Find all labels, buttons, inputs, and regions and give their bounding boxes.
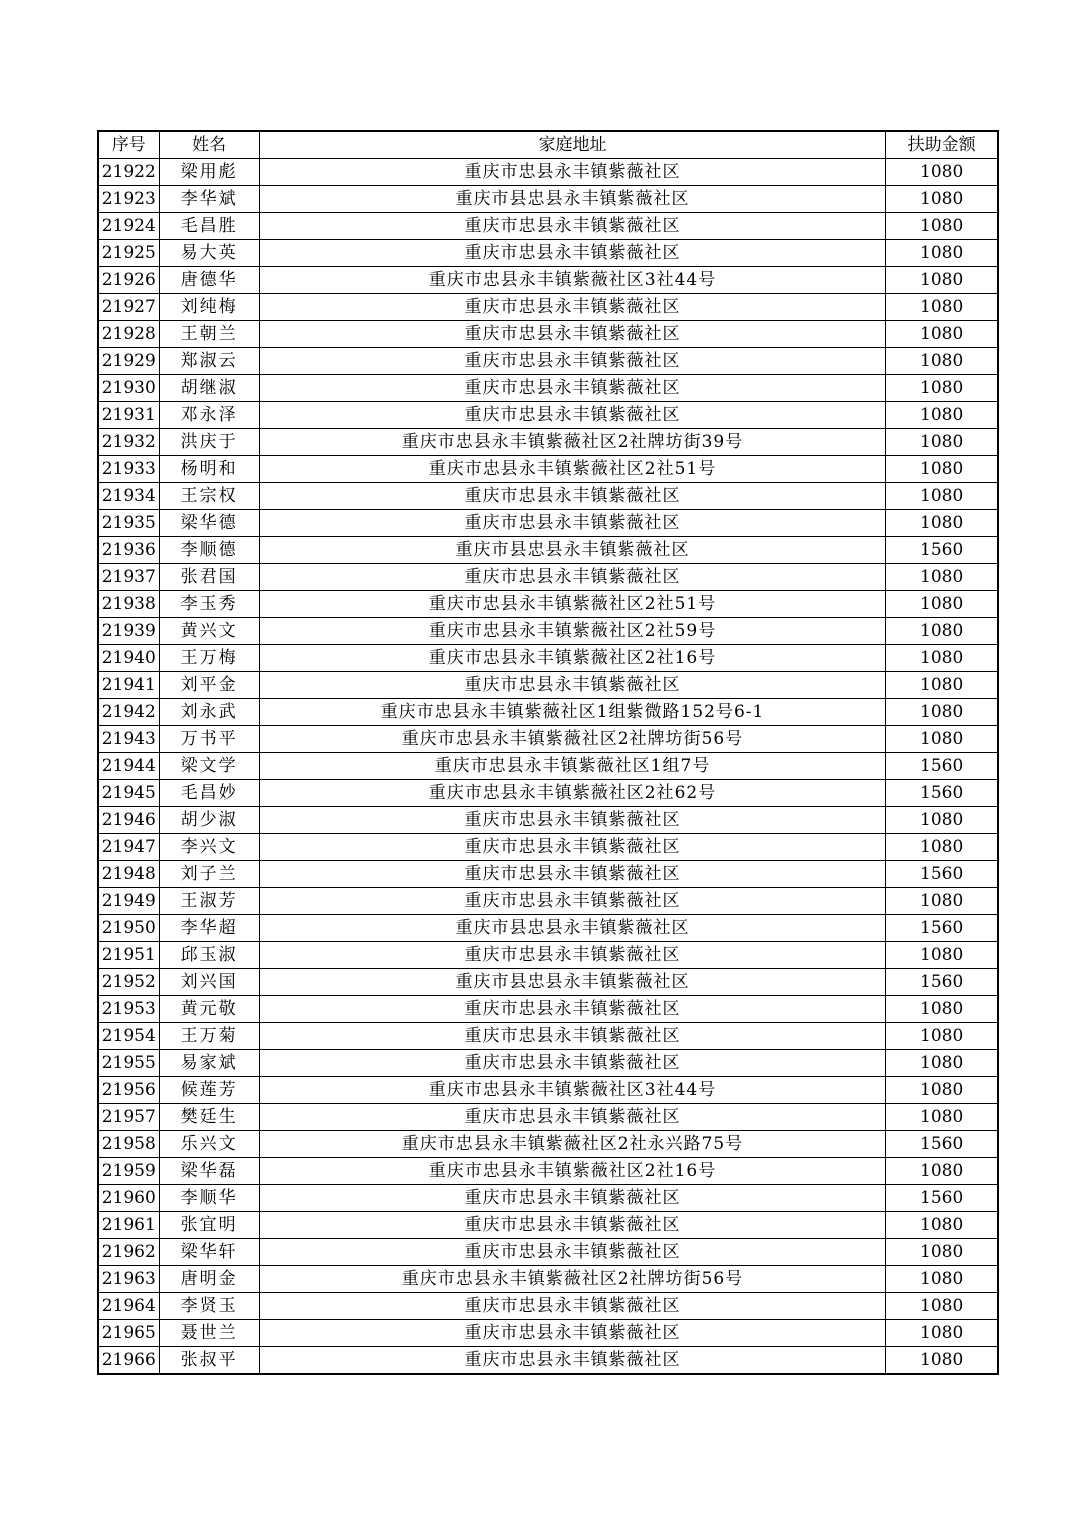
- cell-serial-number: 21932: [98, 429, 159, 456]
- cell-serial-number: 21934: [98, 483, 159, 510]
- cell-assistance-amount: 1080: [886, 1023, 998, 1050]
- cell-home-address: 重庆市忠县永丰镇紫薇社区: [259, 1347, 886, 1375]
- cell-serial-number: 21949: [98, 888, 159, 915]
- table-row: [98, 780, 998, 807]
- cell-serial-number: 21956: [98, 1077, 159, 1104]
- cell-home-address: 重庆市忠县永丰镇紫薇社区: [259, 1050, 886, 1077]
- cell-serial-number: 21936: [98, 537, 159, 564]
- cell-home-address: 重庆市忠县永丰镇紫薇社区2社62号: [259, 780, 886, 807]
- cell-assistance-amount: 1560: [886, 969, 998, 996]
- cell-home-address: 重庆市忠县永丰镇紫薇社区: [259, 402, 886, 429]
- cell-assistance-amount: 1080: [886, 1266, 998, 1293]
- cell-assistance-amount: 1080: [886, 186, 998, 213]
- cell-home-address: 重庆市县忠县永丰镇紫薇社区: [259, 915, 886, 942]
- table-row: [98, 1050, 998, 1077]
- cell-serial-number: 21953: [98, 996, 159, 1023]
- cell-assistance-amount: 1560: [886, 861, 998, 888]
- cell-home-address: 重庆市忠县永丰镇紫薇社区: [259, 834, 886, 861]
- cell-assistance-amount: 1080: [886, 1158, 998, 1185]
- cell-home-address: 重庆市忠县永丰镇紫薇社区: [259, 240, 886, 267]
- cell-home-address: 重庆市忠县永丰镇紫薇社区: [259, 1185, 886, 1212]
- cell-assistance-amount: 1080: [886, 321, 998, 348]
- cell-name: 梁华德: [159, 510, 259, 537]
- cell-name: 李华斌: [159, 186, 259, 213]
- table-row: [98, 645, 998, 672]
- header-serial-number: 序号: [98, 131, 159, 159]
- table-row: [98, 834, 998, 861]
- assistance-table: [97, 130, 999, 1375]
- cell-home-address: 重庆市忠县永丰镇紫薇社区: [259, 294, 886, 321]
- cell-home-address: 重庆市忠县永丰镇紫薇社区3社44号: [259, 1077, 886, 1104]
- cell-serial-number: 21930: [98, 375, 159, 402]
- cell-name: 樊廷生: [159, 1104, 259, 1131]
- cell-serial-number: 21952: [98, 969, 159, 996]
- cell-assistance-amount: 1080: [886, 294, 998, 321]
- cell-serial-number: 21945: [98, 780, 159, 807]
- cell-name: 刘永武: [159, 699, 259, 726]
- cell-name: 邱玉淑: [159, 942, 259, 969]
- cell-assistance-amount: 1080: [886, 240, 998, 267]
- cell-home-address: 重庆市忠县永丰镇紫薇社区2社51号: [259, 456, 886, 483]
- cell-serial-number: 21926: [98, 267, 159, 294]
- cell-name: 候莲芳: [159, 1077, 259, 1104]
- cell-serial-number: 21957: [98, 1104, 159, 1131]
- table-row: [98, 294, 998, 321]
- cell-serial-number: 21948: [98, 861, 159, 888]
- cell-home-address: 重庆市忠县永丰镇紫薇社区2社牌坊街56号: [259, 726, 886, 753]
- cell-home-address: 重庆市忠县永丰镇紫薇社区: [259, 1320, 886, 1347]
- cell-serial-number: 21965: [98, 1320, 159, 1347]
- cell-assistance-amount: 1080: [886, 213, 998, 240]
- cell-serial-number: 21928: [98, 321, 159, 348]
- cell-name: 聂世兰: [159, 1320, 259, 1347]
- table-row: [98, 537, 998, 564]
- cell-home-address: 重庆市忠县永丰镇紫薇社区: [259, 483, 886, 510]
- cell-name: 梁文学: [159, 753, 259, 780]
- cell-assistance-amount: 1080: [886, 402, 998, 429]
- cell-name: 王万梅: [159, 645, 259, 672]
- cell-assistance-amount: 1080: [886, 483, 998, 510]
- table-row: [98, 1347, 998, 1375]
- table-header: [98, 131, 998, 159]
- cell-name: 黄兴文: [159, 618, 259, 645]
- cell-assistance-amount: 1560: [886, 915, 998, 942]
- cell-name: 李顺华: [159, 1185, 259, 1212]
- cell-name: 王宗权: [159, 483, 259, 510]
- cell-home-address: 重庆市县忠县永丰镇紫薇社区: [259, 186, 886, 213]
- header-assistance-amount: 扶助金额: [886, 131, 998, 159]
- cell-name: 张叔平: [159, 1347, 259, 1375]
- cell-name: 万书平: [159, 726, 259, 753]
- table-row: [98, 267, 998, 294]
- table-row: [98, 1185, 998, 1212]
- cell-name: 易大英: [159, 240, 259, 267]
- cell-name: 黄元敬: [159, 996, 259, 1023]
- cell-assistance-amount: 1080: [886, 807, 998, 834]
- cell-home-address: 重庆市忠县永丰镇紫薇社区: [259, 321, 886, 348]
- cell-serial-number: 21958: [98, 1131, 159, 1158]
- cell-home-address: 重庆市忠县永丰镇紫薇社区: [259, 888, 886, 915]
- table-row: [98, 888, 998, 915]
- table-row: [98, 618, 998, 645]
- cell-home-address: 重庆市忠县永丰镇紫薇社区2社牌坊街39号: [259, 429, 886, 456]
- cell-assistance-amount: 1080: [886, 510, 998, 537]
- cell-assistance-amount: 1560: [886, 780, 998, 807]
- cell-assistance-amount: 1080: [886, 375, 998, 402]
- table-row: [98, 1293, 998, 1320]
- table-row: [98, 672, 998, 699]
- table-row: [98, 402, 998, 429]
- cell-assistance-amount: 1080: [886, 564, 998, 591]
- cell-name: 唐德华: [159, 267, 259, 294]
- cell-name: 胡继淑: [159, 375, 259, 402]
- cell-name: 李华超: [159, 915, 259, 942]
- cell-serial-number: 21962: [98, 1239, 159, 1266]
- header-row: [98, 131, 998, 159]
- cell-assistance-amount: 1080: [886, 348, 998, 375]
- cell-serial-number: 21924: [98, 213, 159, 240]
- cell-name: 刘子兰: [159, 861, 259, 888]
- cell-assistance-amount: 1080: [886, 159, 998, 186]
- cell-assistance-amount: 1560: [886, 753, 998, 780]
- table-row: [98, 996, 998, 1023]
- cell-serial-number: 21933: [98, 456, 159, 483]
- cell-home-address: 重庆市忠县永丰镇紫薇社区: [259, 942, 886, 969]
- cell-name: 唐明金: [159, 1266, 259, 1293]
- cell-home-address: 重庆市忠县永丰镇紫薇社区: [259, 996, 886, 1023]
- cell-assistance-amount: 1080: [886, 645, 998, 672]
- cell-name: 刘平金: [159, 672, 259, 699]
- cell-assistance-amount: 1560: [886, 1131, 998, 1158]
- cell-name: 王朝兰: [159, 321, 259, 348]
- cell-assistance-amount: 1080: [886, 888, 998, 915]
- cell-home-address: 重庆市忠县永丰镇紫薇社区2社51号: [259, 591, 886, 618]
- table-row: [98, 1266, 998, 1293]
- table-row: [98, 483, 998, 510]
- cell-serial-number: 21922: [98, 159, 159, 186]
- cell-name: 王淑芳: [159, 888, 259, 915]
- cell-serial-number: 21940: [98, 645, 159, 672]
- table-row: [98, 375, 998, 402]
- table-row: [98, 348, 998, 375]
- cell-home-address: 重庆市忠县永丰镇紫薇社区: [259, 213, 886, 240]
- cell-home-address: 重庆市忠县永丰镇紫薇社区: [259, 510, 886, 537]
- cell-assistance-amount: 1080: [886, 1212, 998, 1239]
- cell-name: 刘兴国: [159, 969, 259, 996]
- table-row: [98, 807, 998, 834]
- cell-assistance-amount: 1080: [886, 1320, 998, 1347]
- cell-assistance-amount: 1080: [886, 1050, 998, 1077]
- cell-name: 毛昌妙: [159, 780, 259, 807]
- cell-name: 杨明和: [159, 456, 259, 483]
- cell-name: 胡少淑: [159, 807, 259, 834]
- cell-serial-number: 21929: [98, 348, 159, 375]
- table-row: [98, 591, 998, 618]
- cell-assistance-amount: 1560: [886, 1185, 998, 1212]
- cell-name: 刘纯梅: [159, 294, 259, 321]
- cell-serial-number: 21950: [98, 915, 159, 942]
- cell-serial-number: 21960: [98, 1185, 159, 1212]
- cell-serial-number: 21937: [98, 564, 159, 591]
- header-home-address: 家庭地址: [259, 131, 886, 159]
- cell-home-address: 重庆市忠县永丰镇紫薇社区: [259, 807, 886, 834]
- table-row: [98, 1158, 998, 1185]
- cell-home-address: 重庆市忠县永丰镇紫薇社区2社16号: [259, 1158, 886, 1185]
- cell-assistance-amount: 1080: [886, 942, 998, 969]
- table-row: [98, 429, 998, 456]
- cell-serial-number: 21955: [98, 1050, 159, 1077]
- cell-name: 张君国: [159, 564, 259, 591]
- cell-home-address: 重庆市忠县永丰镇紫薇社区: [259, 159, 886, 186]
- cell-home-address: 重庆市忠县永丰镇紫薇社区1组7号: [259, 753, 886, 780]
- cell-home-address: 重庆市忠县永丰镇紫薇社区: [259, 564, 886, 591]
- cell-serial-number: 21939: [98, 618, 159, 645]
- cell-serial-number: 21927: [98, 294, 159, 321]
- cell-home-address: 重庆市忠县永丰镇紫薇社区2社永兴路75号: [259, 1131, 886, 1158]
- cell-assistance-amount: 1080: [886, 672, 998, 699]
- cell-assistance-amount: 1080: [886, 834, 998, 861]
- cell-home-address: 重庆市忠县永丰镇紫薇社区2社牌坊街56号: [259, 1266, 886, 1293]
- cell-name: 梁用彪: [159, 159, 259, 186]
- table-row: [98, 915, 998, 942]
- cell-serial-number: 21925: [98, 240, 159, 267]
- table-row: [98, 240, 998, 267]
- table-row: [98, 942, 998, 969]
- cell-name: 张宜明: [159, 1212, 259, 1239]
- table-row: [98, 699, 998, 726]
- table-row: [98, 1212, 998, 1239]
- table-row: [98, 753, 998, 780]
- cell-home-address: 重庆市忠县永丰镇紫薇社区: [259, 348, 886, 375]
- cell-name: 梁华轩: [159, 1239, 259, 1266]
- table-row: [98, 456, 998, 483]
- cell-serial-number: 21954: [98, 1023, 159, 1050]
- cell-assistance-amount: 1080: [886, 1104, 998, 1131]
- table-row: [98, 186, 998, 213]
- cell-home-address: 重庆市忠县永丰镇紫薇社区: [259, 1293, 886, 1320]
- cell-name: 王万菊: [159, 1023, 259, 1050]
- table-row: [98, 510, 998, 537]
- cell-assistance-amount: 1080: [886, 591, 998, 618]
- table-row: [98, 1077, 998, 1104]
- cell-home-address: 重庆市县忠县永丰镇紫薇社区: [259, 537, 886, 564]
- cell-home-address: 重庆市忠县永丰镇紫薇社区3社44号: [259, 267, 886, 294]
- table-row: [98, 861, 998, 888]
- cell-home-address: 重庆市忠县永丰镇紫薇社区: [259, 1239, 886, 1266]
- table-row: [98, 1239, 998, 1266]
- cell-name: 李贤玉: [159, 1293, 259, 1320]
- table-row: [98, 726, 998, 753]
- cell-name: 洪庆于: [159, 429, 259, 456]
- cell-home-address: 重庆市忠县永丰镇紫薇社区: [259, 1104, 886, 1131]
- cell-assistance-amount: 1080: [886, 996, 998, 1023]
- cell-assistance-amount: 1080: [886, 1347, 998, 1375]
- cell-name: 郑淑云: [159, 348, 259, 375]
- cell-name: 梁华磊: [159, 1158, 259, 1185]
- cell-serial-number: 21923: [98, 186, 159, 213]
- table-row: [98, 159, 998, 186]
- cell-name: 李玉秀: [159, 591, 259, 618]
- cell-serial-number: 21943: [98, 726, 159, 753]
- table-row: [98, 969, 998, 996]
- cell-serial-number: 21964: [98, 1293, 159, 1320]
- cell-assistance-amount: 1080: [886, 1293, 998, 1320]
- cell-name: 毛昌胜: [159, 213, 259, 240]
- cell-assistance-amount: 1080: [886, 726, 998, 753]
- cell-home-address: 重庆市忠县永丰镇紫薇社区: [259, 1023, 886, 1050]
- header-name: 姓名: [159, 131, 259, 159]
- cell-assistance-amount: 1080: [886, 618, 998, 645]
- cell-home-address: 重庆市县忠县永丰镇紫薇社区: [259, 969, 886, 996]
- table-row: [98, 1320, 998, 1347]
- document-page: [97, 130, 999, 1375]
- cell-home-address: 重庆市忠县永丰镇紫薇社区: [259, 672, 886, 699]
- cell-assistance-amount: 1080: [886, 456, 998, 483]
- table-row: [98, 321, 998, 348]
- cell-assistance-amount: 1560: [886, 537, 998, 564]
- cell-assistance-amount: 1080: [886, 699, 998, 726]
- cell-assistance-amount: 1080: [886, 1077, 998, 1104]
- cell-serial-number: 21944: [98, 753, 159, 780]
- cell-home-address: 重庆市忠县永丰镇紫薇社区: [259, 861, 886, 888]
- cell-assistance-amount: 1080: [886, 1239, 998, 1266]
- cell-name: 李兴文: [159, 834, 259, 861]
- table-row: [98, 213, 998, 240]
- cell-home-address: 重庆市忠县永丰镇紫薇社区1组紫微路152号6-1: [259, 699, 886, 726]
- cell-serial-number: 21961: [98, 1212, 159, 1239]
- table-row: [98, 1104, 998, 1131]
- cell-serial-number: 21959: [98, 1158, 159, 1185]
- table-row: [98, 564, 998, 591]
- cell-home-address: 重庆市忠县永丰镇紫薇社区2社59号: [259, 618, 886, 645]
- table-row: [98, 1023, 998, 1050]
- cell-name: 邓永泽: [159, 402, 259, 429]
- cell-home-address: 重庆市忠县永丰镇紫薇社区2社16号: [259, 645, 886, 672]
- cell-home-address: 重庆市忠县永丰镇紫薇社区: [259, 375, 886, 402]
- cell-home-address: 重庆市忠县永丰镇紫薇社区: [259, 1212, 886, 1239]
- cell-serial-number: 21947: [98, 834, 159, 861]
- cell-serial-number: 21938: [98, 591, 159, 618]
- cell-name: 易家斌: [159, 1050, 259, 1077]
- cell-serial-number: 21951: [98, 942, 159, 969]
- cell-serial-number: 21931: [98, 402, 159, 429]
- cell-name: 李顺德: [159, 537, 259, 564]
- table-row: [98, 1131, 998, 1158]
- cell-name: 乐兴文: [159, 1131, 259, 1158]
- cell-assistance-amount: 1080: [886, 429, 998, 456]
- cell-serial-number: 21966: [98, 1347, 159, 1375]
- cell-serial-number: 21941: [98, 672, 159, 699]
- cell-serial-number: 21946: [98, 807, 159, 834]
- table-body: [98, 159, 998, 1375]
- cell-serial-number: 21963: [98, 1266, 159, 1293]
- cell-serial-number: 21942: [98, 699, 159, 726]
- cell-serial-number: 21935: [98, 510, 159, 537]
- cell-assistance-amount: 1080: [886, 267, 998, 294]
